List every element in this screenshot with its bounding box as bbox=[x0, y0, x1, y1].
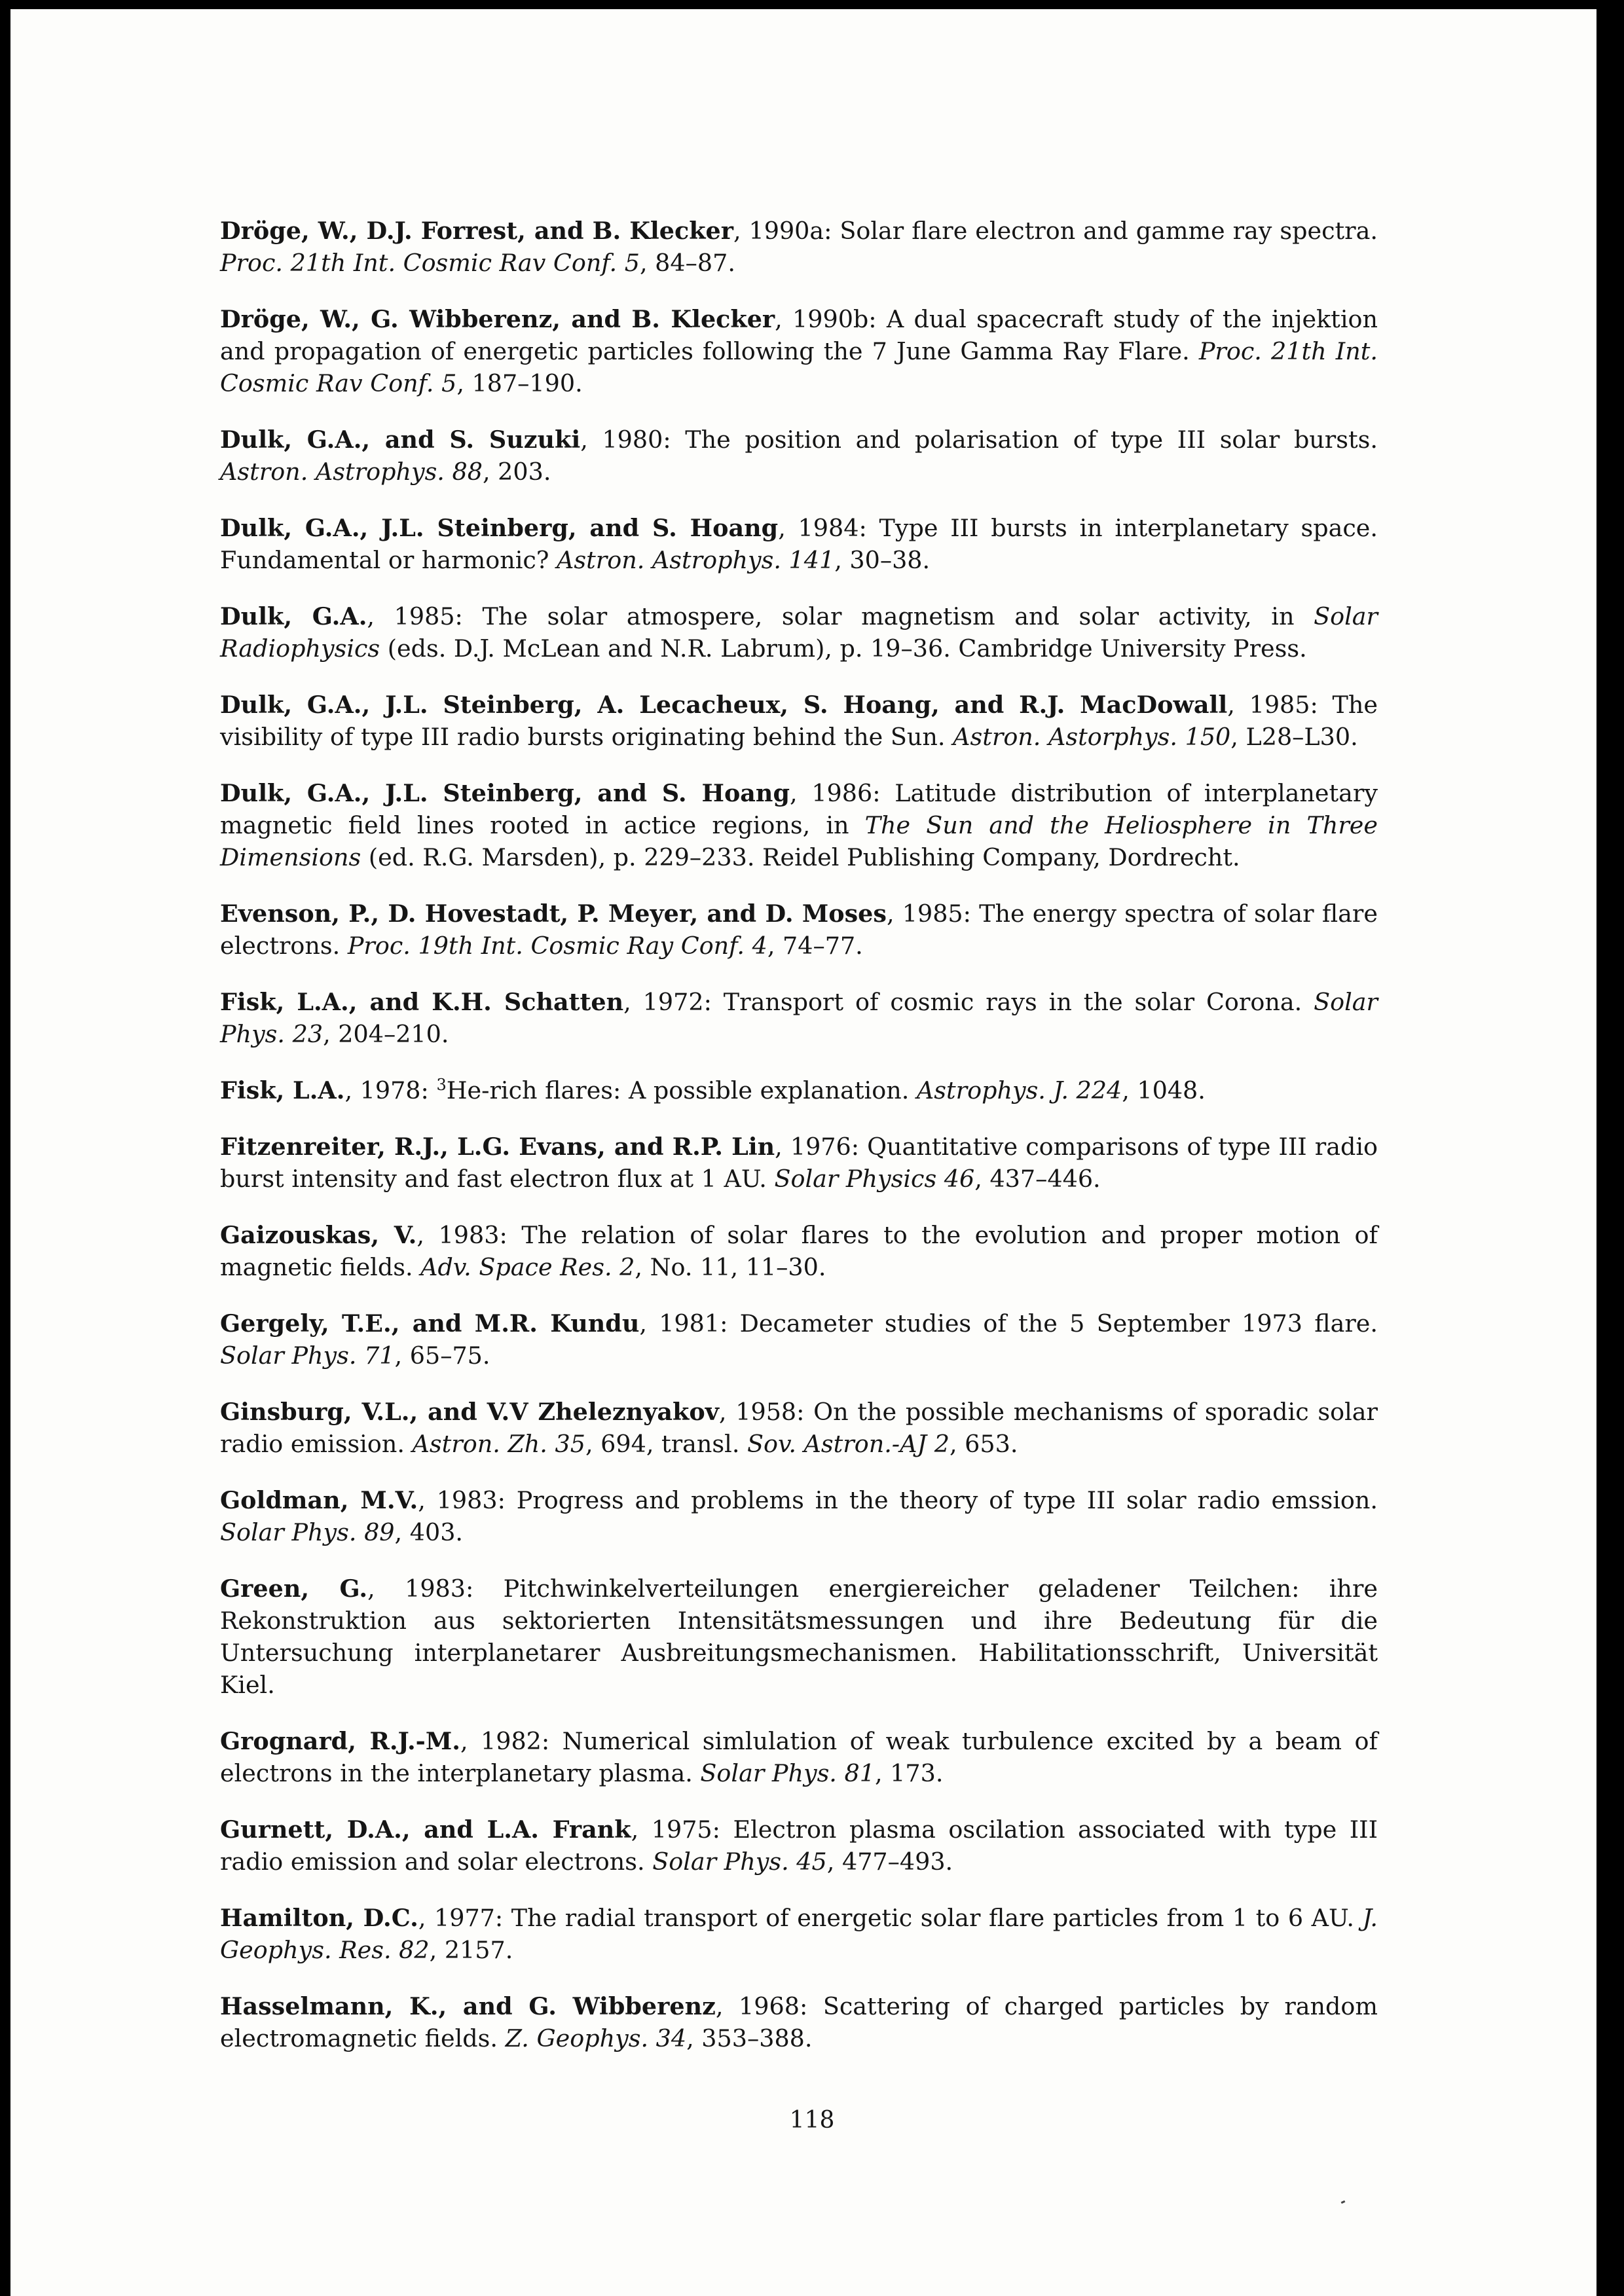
reference-pages: , L28–L30. bbox=[1230, 723, 1358, 751]
reference-entry bbox=[220, 1219, 1378, 1283]
reference-authors: Gurnett, D.A., and L.A. Frank bbox=[220, 1815, 631, 1844]
superscript-mass-number: 3 bbox=[436, 1075, 447, 1094]
reference-pages: , 187–190. bbox=[456, 369, 583, 397]
reference-authors: Gaizouskas, V. bbox=[220, 1221, 417, 1249]
reference-entry bbox=[220, 215, 1378, 279]
reference-entry bbox=[220, 1307, 1378, 1372]
reference-authors: Green, G. bbox=[220, 1575, 368, 1603]
reference-authors: Dulk, G.A., J.L. Steinberg, and S. Hoang bbox=[220, 514, 779, 542]
reference-text: , 1983: The relation of solar flares to the evolution and proper motion of magnetic fields. bbox=[220, 1221, 1378, 1281]
reference-text: , 1980: The position and polarisation of type III solar bursts. bbox=[580, 426, 1378, 454]
reference-authors: Dröge, W., G. Wibberenz, and B. Klecker bbox=[220, 305, 775, 333]
reference-source: Astrophys. J. 224 bbox=[916, 1076, 1122, 1104]
reference-entry bbox=[220, 1990, 1378, 2054]
reference-pages: , 2157. bbox=[429, 1936, 513, 1964]
reference-text: , 1978: bbox=[344, 1076, 437, 1104]
reference-pages: , 84–87. bbox=[639, 249, 735, 277]
reference-source: Proc. 19th Int. Cosmic Ray Conf. 4 bbox=[347, 932, 767, 960]
reference-source: Adv. Space Res. 2 bbox=[420, 1253, 635, 1281]
reference-text: , 1983: Progress and problems in the theory of type III solar radio emssion. bbox=[418, 1486, 1378, 1514]
reference-text: , 1985: The solar atmospere, solar magnetism and solar activity, in bbox=[367, 602, 1314, 630]
reference-pages: , 65–75. bbox=[394, 1341, 490, 1370]
reference-text: , 1983: Pitchwinkelverteilungen energiereicher geladener Teilchen: ihre Rekonstruktion aus sektorierten Intensitätsmessungen und ihre Bedeutung für die Untersuchung interplanetarer Ausbreitungsmechanismen. Habilitationsschrift, Universität Kiel. bbox=[220, 1575, 1378, 1699]
reference-text: , 1976: Quantitative comparisons of type III radio burst intensity and fast electron flux at 1 AU. bbox=[220, 1133, 1378, 1193]
reference-entry bbox=[220, 689, 1378, 753]
reference-source: Solar Phys. 89 bbox=[220, 1518, 395, 1546]
reference-pages: , No. 11, 11–30. bbox=[635, 1253, 826, 1281]
reference-authors: Fitzenreiter, R.J., L.G. Evans, and R.P. Lin bbox=[220, 1133, 775, 1161]
reference-entry bbox=[220, 777, 1378, 873]
reference-pages: , 204–210. bbox=[323, 1020, 449, 1048]
reference-authors: Dulk, G.A., J.L. Steinberg, A. Lecacheux, S. Hoang, and R.J. MacDowall bbox=[220, 691, 1228, 719]
reference-source: The Sun and the Heliosphere in Three Dimensions bbox=[220, 811, 1378, 871]
reference-authors: Dulk, G.A., J.L. Steinberg, and S. Hoang bbox=[220, 779, 790, 807]
reference-entry bbox=[220, 1396, 1378, 1460]
reference-pages: , 353–388. bbox=[686, 2024, 813, 2052]
reference-pages: , 74–77. bbox=[767, 932, 863, 960]
reference-text: , 1984: Type III bursts in interplanetary space. Fundamental or harmonic? bbox=[220, 514, 1378, 574]
reference-source: Astron. Astrophys. 88 bbox=[220, 458, 483, 486]
reference-entry bbox=[220, 424, 1378, 488]
reference-text: He-rich flares: A possible explanation. bbox=[446, 1076, 917, 1104]
reference-authors: Hamilton, D.C. bbox=[220, 1904, 418, 1932]
reference-pages: , 477–493. bbox=[826, 1848, 953, 1876]
reference-text: , 1981: Decameter studies of the 5 September 1973 flare. bbox=[639, 1309, 1378, 1338]
reference-pages: (ed. R.G. Marsden), p. 229–233. Reidel Publishing Company, Dordrecht. bbox=[361, 843, 1240, 871]
reference-pages: , 437–446. bbox=[974, 1165, 1101, 1193]
reference-authors: Dröge, W., D.J. Forrest, and B. Klecker bbox=[220, 217, 733, 245]
reference-authors: Dulk, G.A., and S. Suzuki bbox=[220, 426, 581, 454]
reference-text: , 1986: Latitude distribution of interplanetary magnetic field lines rooted in actice regions, in bbox=[220, 779, 1378, 839]
reference-source-translation: Sov. Astron.-AJ 2 bbox=[747, 1430, 950, 1458]
reference-text: , 1982: Numerical simlulation of weak turbulence excited by a beam of electrons in the interplanetary plasma. bbox=[220, 1727, 1378, 1787]
page-number: 118 bbox=[789, 2107, 835, 2134]
reference-entry bbox=[220, 512, 1378, 576]
reference-text: , 1972: Transport of cosmic rays in the solar Corona. bbox=[623, 988, 1314, 1016]
reference-source: J. Geophys. Res. 82 bbox=[220, 1904, 1378, 1964]
reference-pages: , 30–38. bbox=[834, 546, 931, 574]
reference-entry bbox=[220, 600, 1378, 665]
reference-entry bbox=[220, 1074, 1378, 1106]
reference-source: Solar Phys. 23 bbox=[220, 988, 1378, 1048]
reference-pages: (eds. D.J. McLean and N.R. Labrum), p. 19–36. Cambridge University Press. bbox=[380, 634, 1307, 663]
reference-entry bbox=[220, 1484, 1378, 1548]
reference-list bbox=[220, 215, 1378, 2079]
reference-entry bbox=[220, 986, 1378, 1050]
reference-pages: , 203. bbox=[482, 458, 551, 486]
reference-pages: , 653. bbox=[949, 1430, 1018, 1458]
reference-entry bbox=[220, 1725, 1378, 1789]
reference-source: Astron. Astrophys. 141 bbox=[557, 546, 835, 574]
reference-entry bbox=[220, 1813, 1378, 1878]
reference-authors: Evenson, P., D. Hovestadt, P. Meyer, and D. Moses bbox=[220, 900, 887, 928]
reference-source: Astron. Zh. 35 bbox=[412, 1430, 585, 1458]
reference-authors: Gergely, T.E., and M.R. Kundu bbox=[220, 1309, 640, 1338]
reference-authors: Hasselmann, K., and G. Wibberenz bbox=[220, 1992, 716, 2020]
reference-source: Proc. 21th Int. Cosmic Rav Conf. 5 bbox=[220, 249, 640, 277]
reference-source: Solar Physics 46 bbox=[774, 1165, 975, 1193]
reference-source: Solar Phys. 71 bbox=[220, 1341, 395, 1370]
reference-entry bbox=[220, 898, 1378, 962]
reference-text: , 1985: The energy spectra of solar flare electrons. bbox=[220, 900, 1378, 960]
reference-source: Solar Phys. 81 bbox=[700, 1759, 875, 1787]
reference-text: , 1985: The visibility of type III radio bursts originating behind the Sun. bbox=[220, 691, 1378, 751]
reference-authors: Dulk, G.A. bbox=[220, 602, 367, 630]
reference-authors: Fisk, L.A., and K.H. Schatten bbox=[220, 988, 624, 1016]
reference-source: Proc. 21th Int. Cosmic Rav Conf. 5 bbox=[220, 337, 1378, 397]
reference-source: Astron. Astorphys. 150 bbox=[953, 723, 1231, 751]
reference-source: Solar Radiophysics bbox=[220, 602, 1378, 663]
reference-text: , 1990a: Solar flare electron and gamme ray spectra. bbox=[733, 217, 1378, 245]
reference-authors: Goldman, M.V. bbox=[220, 1486, 418, 1514]
reference-entry bbox=[220, 1902, 1378, 1966]
reference-authors: Fisk, L.A. bbox=[220, 1076, 345, 1104]
reference-pages: , 403. bbox=[394, 1518, 464, 1546]
reference-text: , 1958: On the possible mechanisms of sporadic solar radio emission. bbox=[220, 1398, 1378, 1458]
reference-authors: Grognard, R.J.-M. bbox=[220, 1727, 460, 1755]
reference-text: , 1968: Scattering of charged particles by random electromagnetic fields. bbox=[220, 1992, 1378, 2052]
reference-pages: , 1048. bbox=[1122, 1076, 1206, 1104]
reference-text: , 1990b: A dual spacecraft study of the injektion and propagation of energetic particles following the 7 June Gamma Ray Flare. bbox=[220, 305, 1378, 365]
reference-text: , 694, transl. bbox=[585, 1430, 748, 1458]
reference-text: , 1977: The radial transport of energetic solar flare particles from 1 to 6 AU. bbox=[418, 1904, 1363, 1932]
reference-source: Solar Phys. 45 bbox=[652, 1848, 827, 1876]
reference-pages: , 173. bbox=[874, 1759, 944, 1787]
reference-entry bbox=[220, 1573, 1378, 1701]
reference-entry bbox=[220, 303, 1378, 399]
reference-source: Z. Geophys. 34 bbox=[505, 2024, 687, 2052]
reference-entry bbox=[220, 1131, 1378, 1195]
reference-text: , 1975: Electron plasma oscilation associated with type III radio emission and solar electrons. bbox=[220, 1815, 1378, 1876]
reference-authors: Ginsburg, V.L., and V.V Zheleznyakov bbox=[220, 1398, 719, 1426]
